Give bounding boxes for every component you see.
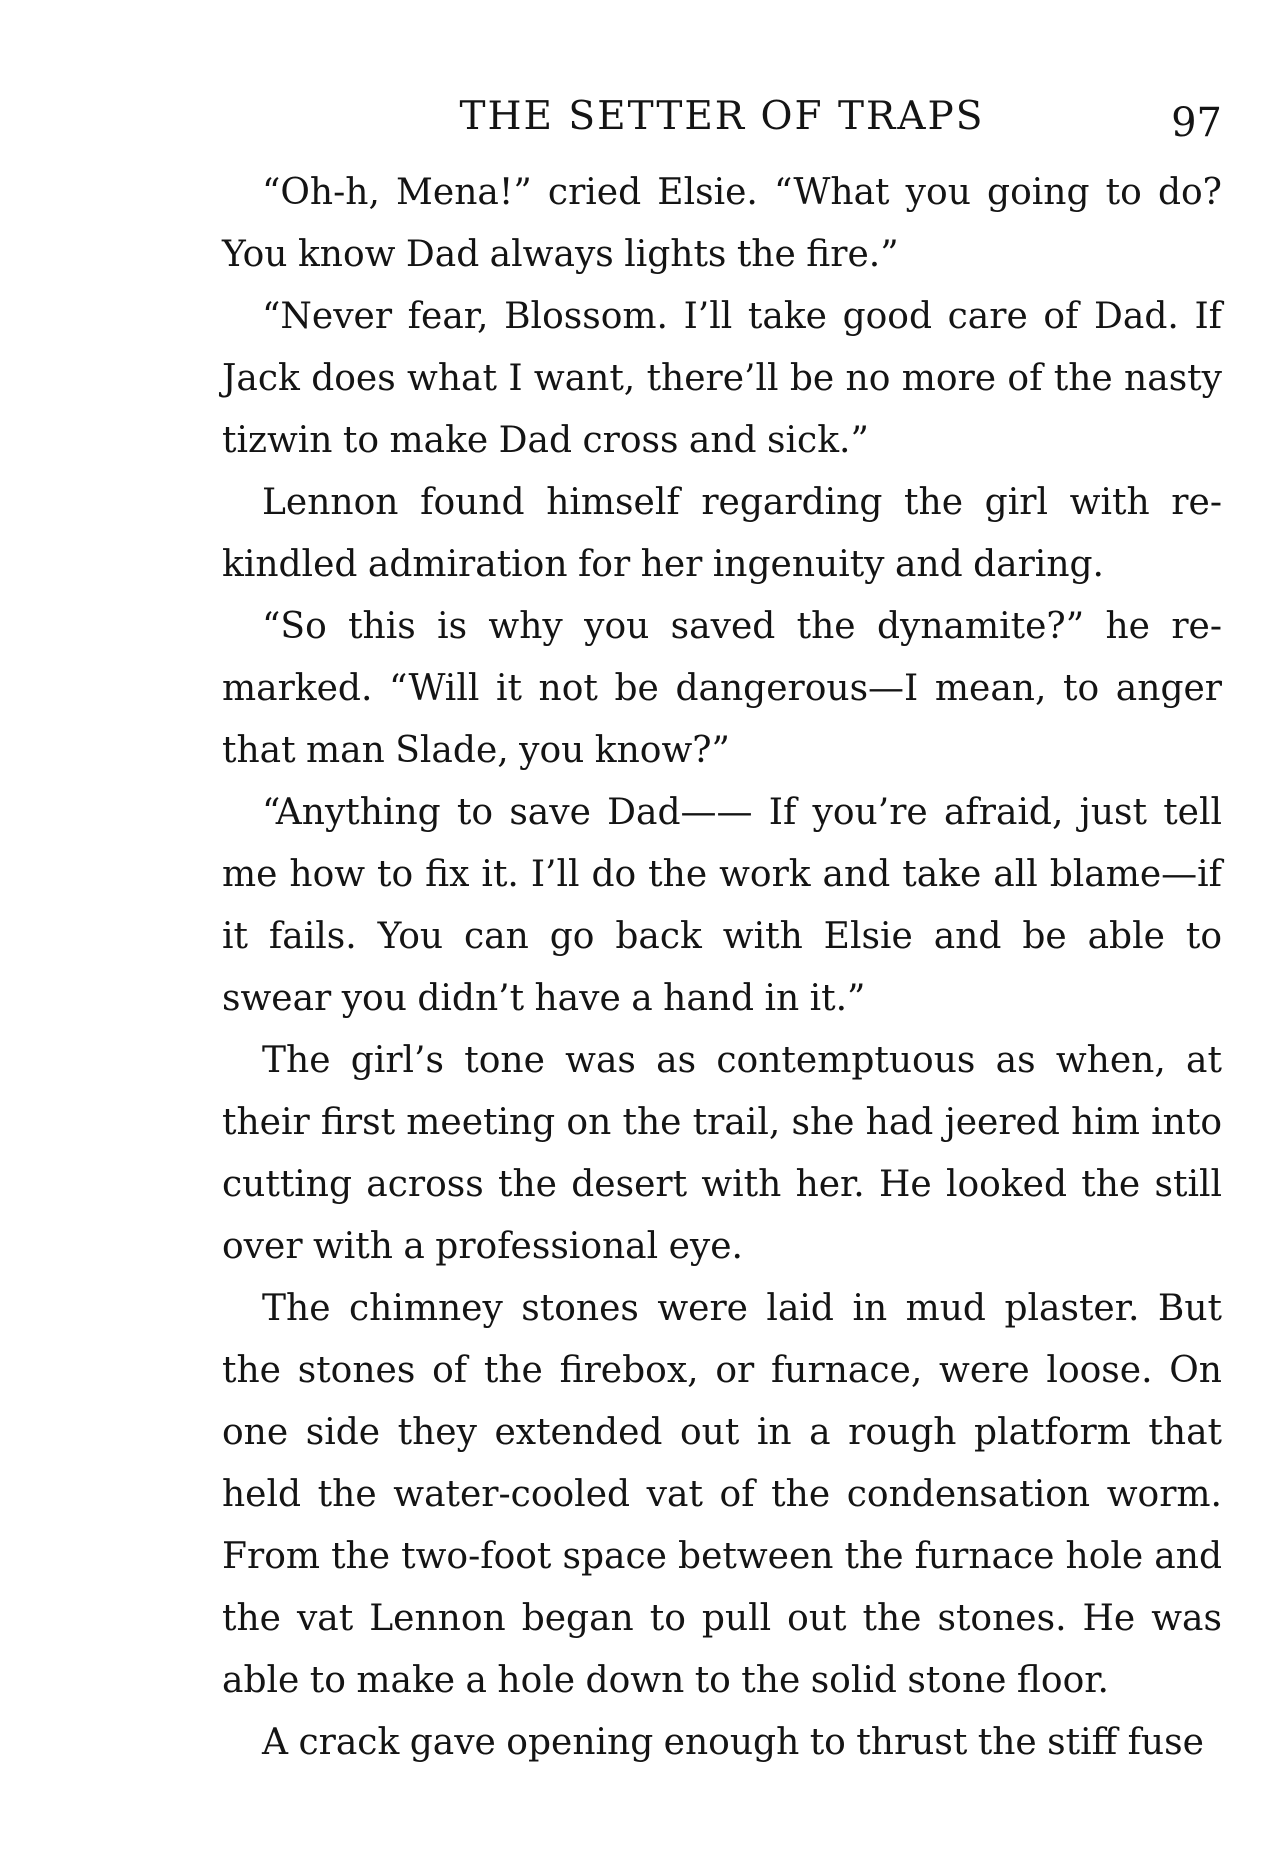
page-number: 97	[1171, 100, 1222, 146]
paragraph: Lennon found himself regarding the girl with rekindled admiration for her ingenuity and daring.	[222, 482, 1222, 585]
paragraph: “Never fear, Blossom. I’ll take good care of Dad. If Jack does what I want, there’ll be no more of the nasty tizwin to make Dad cross and sick.”	[222, 296, 1222, 461]
running-title: THE SETTER OF TRAPS	[459, 94, 985, 139]
running-head	[222, 92, 1222, 146]
paragraph: “Anything to save Dad—— If you’re afraid, just tell me how to fix it. I’ll do the work and take all blame—if it fails. You can go back with Elsie and be able to swear you didn’t have a hand in it.”	[222, 792, 1222, 1019]
body-text	[222, 162, 1222, 1774]
paragraph: A crack gave opening enough to thrust the stiff fuse	[262, 1722, 1204, 1763]
paragraph: The chimney stones were laid in mud plaster. But the stones of the firebox, or furnace, were loose. On one side they extended out in a rough platform that held the water-cooled vat of the condensation worm. From the two-foot space between the furnace hole and the vat Lennon began to pull out the stones. He was able to make a hole down to the solid stone floor.	[222, 1288, 1222, 1701]
paragraph: “So this is why you saved the dynamite?” he remarked. “Will it not be dangerous—I mean, to anger that man Slade, you know?”	[222, 606, 1222, 771]
paragraph: The girl’s tone was as contemptuous as when, at their first meeting on the trail, she had jeered him into cutting across the desert with her. He looked the still over with a professional eye.	[222, 1040, 1222, 1267]
paragraph: “Oh-h, Mena!” cried Elsie. “What you going to do? You know Dad always lights the fire.”	[222, 172, 1222, 275]
